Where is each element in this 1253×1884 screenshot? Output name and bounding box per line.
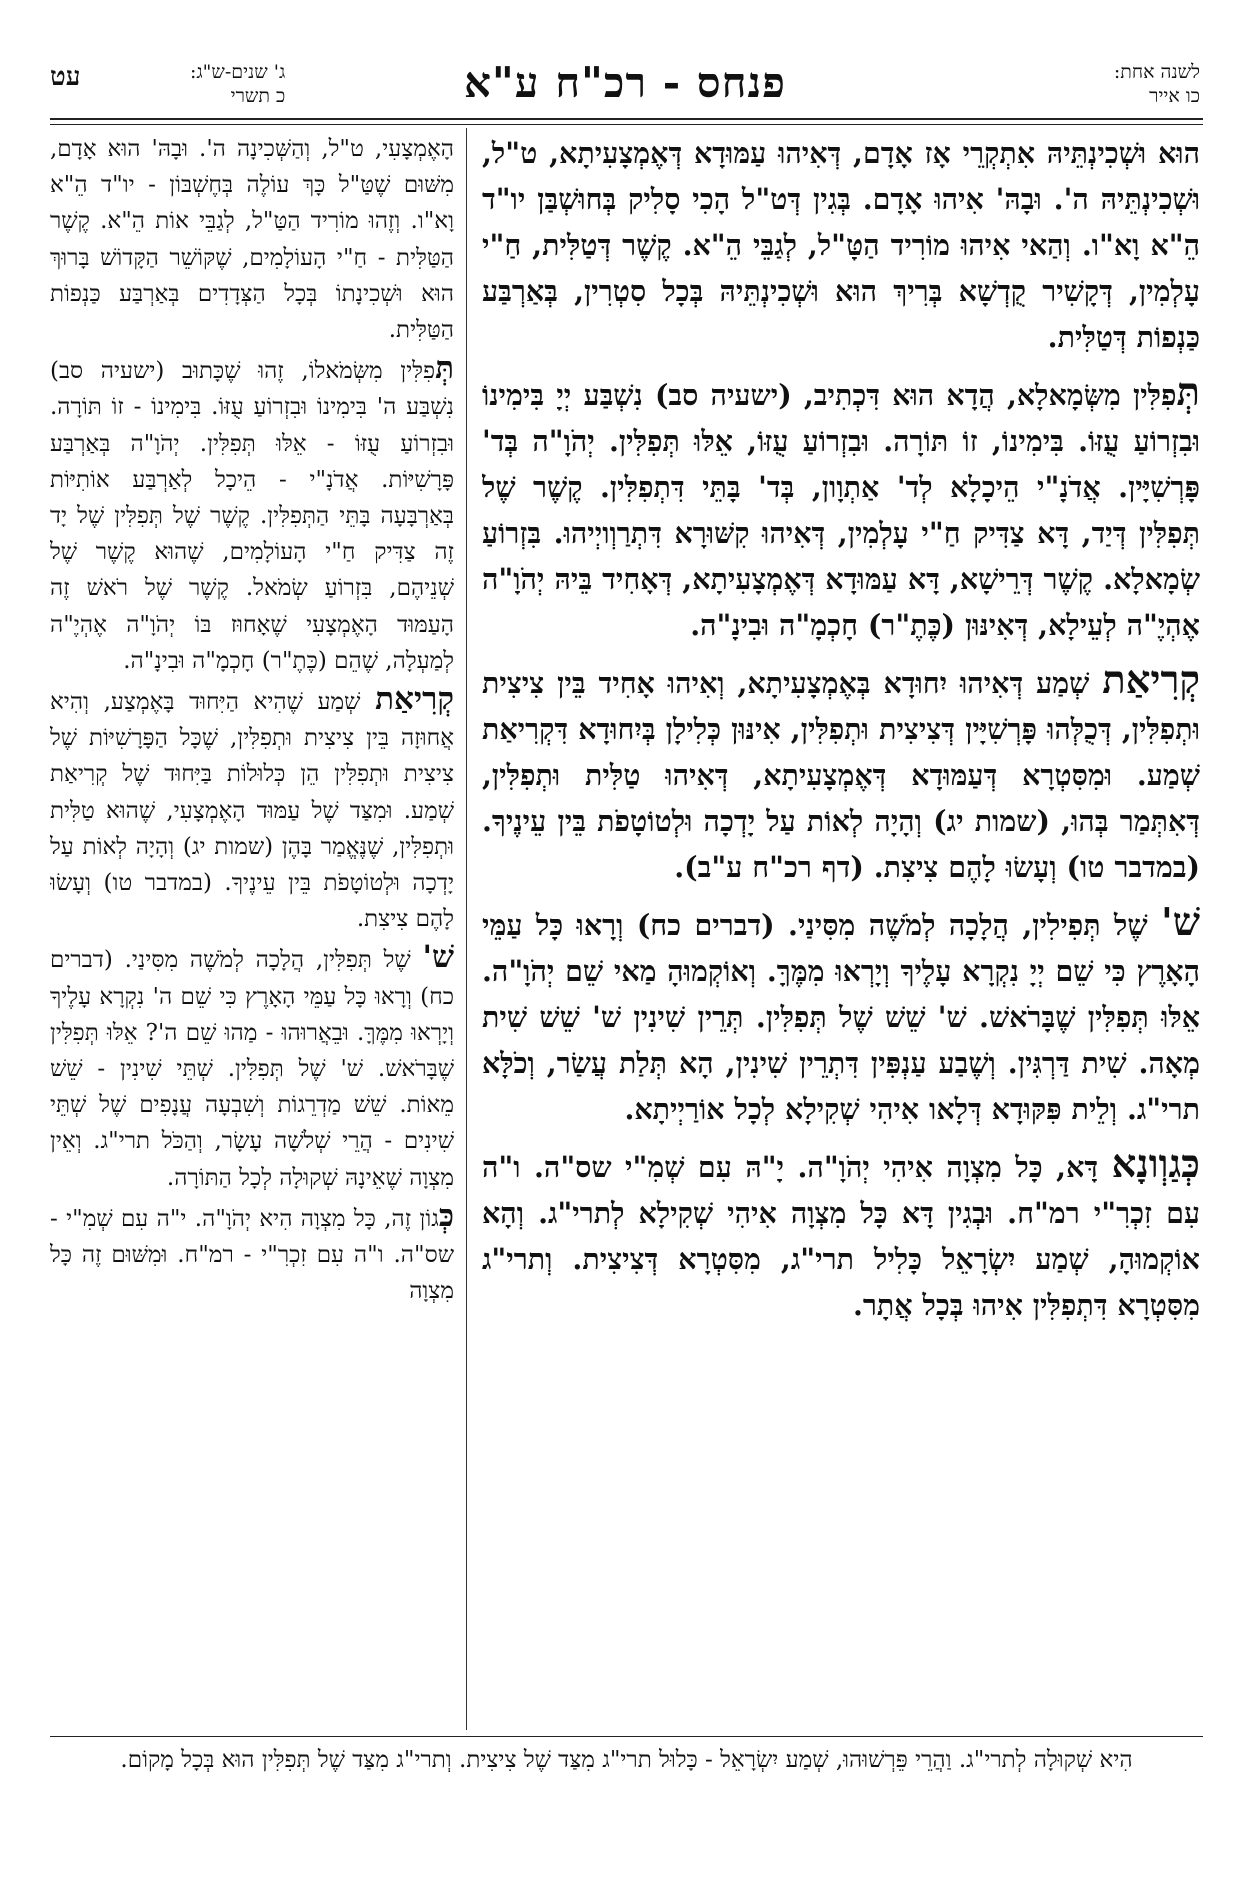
footer-rule bbox=[50, 1736, 1203, 1737]
main-text-column bbox=[482, 128, 1200, 1730]
translation-paragraph-4: שׁ' שֶׁל תְּפִלִּין, הֲלָכָה לְמֹשֶׁה מִסִּינַי. (דברים כח) וְרָאוּ כָּל עַמֵּי הָאָרֶץ כִּי שֵׁם ה' נִקְרָא עָלֶיךָ וְיָרְאוּ מִמֶּךָּ. וּבֵאֲרוּהוּ - מַהוּ שֵׁם ה'? אֵלּוּ תְּפִלִּין שֶׁבָּרֹאשׁ. שׁ' שֶׁל תְּפִלִּין. שְׁתֵּי שִׁינִין - שֵׁשׁ מֵאוֹת. שֵׁשׁ מַדְרֵגוֹת וְשִׁבְעָה עֲנָפִים שֶׁל שְׁתֵּי שִׁינִים - הֲרֵי שְׁלֹשָׁה עָשָׂר, וְהַכֹּל תרי"ג. וְאֵין מִצְוָה שֶׁאֵינָהּ שְׁקוּלָה לְכָל הַתּוֹרָה. bbox=[50, 939, 454, 1191]
translation-paragraph-2: תְּפִלִּין מִשְּׂמֹאלוֹ, זֶהוּ שֶׁכָּתוּב (ישעיה סב) נִשְׁבַּע ה' בִּימִינוֹ וּבִזְרוֹעַ עֻזּוֹ. בִּימִינוֹ - זוֹ תּוֹרָה. וּבִזְרוֹעַ עֻזּוֹ - אֵלּוּ תְּפִלִּין. יְהֹוָ"ה בְּאַרְבַּע פָּרָשִׁיּוֹת. אֲדֹנָ"י - הֵיכָל לְאַרְבַּע אוֹתִיּוֹת בְּאַרְבָּעָה בָּתֵּי הַתְּפִלִּין. קֶשֶׁר שֶׁל תְּפִלִּין שֶׁל יָד זֶה צַדִּיק חַ"י הָעוֹלָמִים, שֶׁהוּא קֶשֶׁר שֶׁל שְׁנֵיהֶם, בִּזְרוֹעַ שְׂמֹאל. קֶשֶׁר שֶׁל רֹאשׁ זֶה הָעַמּוּד הָאֶמְצָעִי שֶׁאָחוּז בּוֹ יְהֹוָ"ה אֶהְיֶ"ה לְמַעְלָה, שֶׁהֵם (כֶּתֶ"ר) חָכְמָ"ה וּבִינָ"ה. bbox=[50, 350, 454, 674]
page-title: פנחס - רכ"ח ע"א bbox=[463, 58, 787, 107]
main-paragraph-2: תְּפִלִּין מִשְּׂמָאלָא, הֲדָא הוּא דִּכְתִיב, (ישעיה סב) נִשְׁבַּע יְיָ בִּימִינוֹ וּבִזְרוֹעַ עֻזּוֹ. בִּימִינוֹ, זוֹ תּוֹרָה. וּבִזְרוֹעַ עֻזּוֹ, אֵלּוּ תְּפִלִּין. יְהֹוָ"ה בְּד' פָּרְשִׁיָּין. אֲדֹנָ"י הֵיכָלָא לְד' אַתְוָון, בְּד' בָּתֵּי דִּתְפִלִּין. קֶשֶׁר שֶׁל תְּפִלִּין דְּיַד, דָּא צַדִּיק חַ"י עָלְמִין, דְּאִיהוּ קִשּׁוּרָא דִּתְרַוְויְיהוּ. בִּזְרוֹעַ שְׂמָאלָא. קֶשֶׁר דְּרֵישָׁא, דָּא עַמּוּדָא דְּאֶמְצָעִיתָא, דְּאָחִיד בֵּיהּ יְהֹוָ"ה אֶהְיֶ"ה לְעֵילָא, דְּאִינּוּן (כֶּתֶ"ר) חָכְמָ"ה וּבִינָ"ה. bbox=[482, 370, 1200, 642]
page-number: עט bbox=[50, 62, 81, 92]
header-rule bbox=[50, 118, 1203, 120]
footer-continuation-text: הִיא שְׁקוּלָה לְתרי"ג. וַהֲרֵי פֵּרְשׁוּהוּ, שְׁמַע יִשְׂרָאֵל - כָּלוּל תרי"ג מִצַּד שֶׁל צִיצִית. וְתרי"ג מִצַּד שֶׁל תְּפִלִּין הוּא בְּכָל מָקוֹם. bbox=[120, 1747, 1133, 1773]
translation-paragraph-1: הָאֶמְצָעִי, ט"ל, וְהַשְּׁכִינָה ה'. וּבָהּ' הוּא אָדָם, מִשּׁוּם שֶׁטַּ"ל כָּךְ עוֹלֶה בְּחֶשְׁבּוֹן - יו"ד הֵ"א וָא"ו. וְזֶהוּ מוֹרִיד הַטַּ"ל, לְגַבֵּי אוֹת הֵ"א. קֶשֶׁר הַטַּלִּית - חַ"י הָעוֹלָמִים, שֶׁקּוֹשֵׁר הַקָּדוֹשׁ בָּרוּךְ הוּא וּשְׁכִינָתוֹ בְּכָל הַצְּדָדִים בְּאַרְבַּע כַּנְפוֹת הַטַּלִּית. bbox=[50, 136, 454, 344]
schedule-note-three-years: ג' שנים-ש"ג: כ תשרי bbox=[190, 61, 286, 107]
header-rule-thin bbox=[50, 124, 1203, 125]
main-paragraph-5: כְּגַוְונָא דָּא, כָּל מִצְוָה אִיהִי יְהֹוָ"ה. יָ"הּ עִם שְׁמִ"י שס"ה. ו"ה עִם זִכְרִ"י רמ"ח. וּבְגִין דָּא כָּל מִצְוָה אִיהִי שְׁקִילָא לְתרי"ג. וְהָא אוֹקְמוּהָ, שְׁמַע יִשְׂרָאֵל כָּלִיל תרי"ג, מִסִּטְרָא דְּצִיצִית. וְתרי"ג מִסִּטְרָא דִּתְפִלִּין אִיהוּ בְּכָל אֲתָר. bbox=[482, 1142, 1200, 1322]
page-header bbox=[50, 56, 1200, 120]
translation-paragraph-5: כְּגוֹן זֶה, כָּל מִצְוָה הִיא יְהֹוָ"ה. י"ה עִם שְׁמִ"י - שס"ה. ו"ה עִם זִכְרִ"י - רמ"ח. וּמִשּׁוּם זֶה כָּל מִצְוָה bbox=[50, 1197, 454, 1305]
main-paragraph-3: קְרִיאַת שְׁמַע דְּאִיהוּ יִחוּדָא בְּאֶמְצָעִיתָא, וְאִיהוּ אָחִיד בֵּין צִיצִית וּתְפִלִּין, דְּכֻלְּהוּ פָּרְשִׁיָּין דְּצִיצִית וּתְפִלִּין, אִינּוּן כְּלִילָן בְּיִחוּדָא דִּקְרִיאַת שְׁמַע. וּמִסִּטְרָא דְּעַמּוּדָא דְּאֶמְצָעִיתָא, דְּאִיהוּ טַלִּית וּתְפִלִּין, דְּאִתְּמַר בְּהוּ, (שמות יג) וְהָיָה לְאוֹת עַל יָדְכָה וּלְטוֹטָפֹת בֵּין עֵינֶיךָ. (במדבר טו) וְעָשׂוּ לָהֶם צִיצִת. (דף רכ"ח ע"ב). bbox=[482, 658, 1200, 884]
column-divider bbox=[466, 128, 467, 1730]
translation-column bbox=[50, 128, 454, 1730]
main-paragraph-1: הוּא וּשְׁכִינְתֵּיהּ אִתְקְרֵי אָז אָדָם, דְּאִיהוּ עַמּוּדָא דְּאֶמְצָעִיתָא, ט"ל, וּשְׁכִינְתֵּיהּ ה'. וּבָהּ' אִיהוּ אָדָם. בְּגִין דְּט"ל הָכִי סָלִיק בְּחוּשְׁבַּן יו"ד הֵ"א וָא"ו. וְהַאי אִיהוּ מוֹרִיד הַטָּ"ל, לְגַבֵּי הֵ"א. קֶשֶׁר דְּטַלִּית, חַ"י עָלְמִין, דְּקָשִׁיר קֻדְשָׁא בְּרִיךְ הוּא וּשְׁכִינְתֵּיהּ בְּכָל סִטְרִין, בְּאַרְבַּע כַּנְפוֹת דְּטַלִּית. bbox=[482, 136, 1200, 354]
schedule-note-one-year: לשנה אחת: כו אייר bbox=[1113, 61, 1200, 107]
main-paragraph-4: שׁ' שֶׁל תְּפִילִין, הֲלָכָה לְמֹשֶׁה מִסִּינַי. (דברים כח) וְרָאוּ כָּל עַמֵּי הָאָרֶץ כִּי שֵׁם יְיָ נִקְרָא עָלֶיךָ וְיָרְאוּ מִמֶּךָּ. וְאוֹקְמוּהָ מַאי שֵׁם יְהֹוָ"ה. אֵלּוּ תְּפִלִּין שֶׁבָּרֹאשׁ. שׁ' שֵׁשׁ שֶׁל תְּפִלִּין. תְּרֵין שִׁינִין שׁ' שֵׁשׁ שִׁית מְאָה. שִׁית דַּרְגִּין. וְשֶׁבַע עַנְפִּין דִּתְרֵין שִׁינִין, הָא תְּלַת עֲשַׂר, וְכֹלָּא תרי"ג. וְלֵית פִּקּוּדָא דְּלָאו אִיהִי שְׁקִילָא לְכָל אוֹרַיְיתָא. bbox=[482, 900, 1200, 1126]
translation-paragraph-3: קְרִיאַת שְׁמַע שֶׁהִיא הַיִּחוּד בָּאֶמְצַע, וְהִיא אֲחוּזָה בֵּין צִיצִית וּתְפִלִּין, שֶׁכָּל הַפָּרָשִׁיּוֹת שֶׁל צִיצִית וּתְפִלִּין הֵן כְּלוּלוֹת בַּיִּחוּד שֶׁל קְרִיאַת שְׁמַע. וּמִצַּד שֶׁל עַמּוּד הָאֶמְצָעִי, שֶׁהוּא טַלִּית וּתְפִלִּין, שֶׁנֶּאֱמַר בָּהֶן (שמות יג) וְהָיָה לְאוֹת עַל יָדְכָה וּלְטוֹטָפֹת בֵּין עֵינֶיךָ. (במדבר טו) וְעָשׂוּ לָהֶם צִיצִת. bbox=[50, 681, 454, 933]
